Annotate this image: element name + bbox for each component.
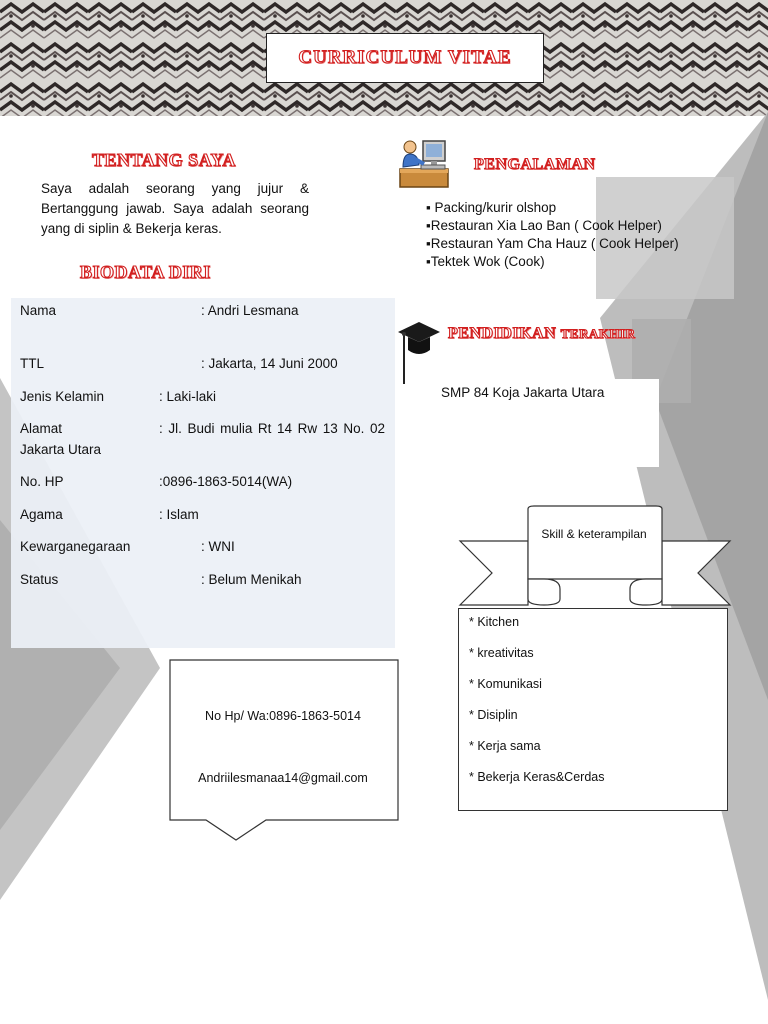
biodata-heading: BIODATA DIRI [80, 262, 211, 282]
bio-label-address: Alamat [20, 421, 63, 436]
skill-item: * Disiplin [469, 708, 518, 722]
computer-worker-icon [397, 135, 451, 191]
bio-value-nama: : Andri Lesmana [201, 303, 299, 318]
contact-email: Andriilesmanaa14@gmail.com [198, 771, 368, 785]
bio-label-status: Status [20, 572, 59, 587]
bio-label-ttl: TTL [20, 356, 45, 371]
title-box [266, 33, 544, 83]
bio-value-citizenship: : WNI [201, 539, 235, 554]
skill-item: * Kerja sama [469, 739, 541, 753]
bio-value-address [159, 421, 385, 436]
experience-item: ▪Tektek Wok (Cook) [426, 254, 545, 269]
about-heading: TENTANG SAYA [92, 150, 236, 170]
education-heading-sub: TERAKHIR [560, 326, 636, 341]
about-text [41, 179, 309, 239]
skills-box [458, 608, 728, 811]
school-name: SMP 84 Koja Jakarta Utara [441, 385, 605, 400]
experience-list [426, 199, 679, 271]
about-line: Bertanggung jawab. Saya adalah seorang [41, 201, 309, 216]
about-line: yang di siplin & Bekerja keras. [41, 221, 222, 236]
bio-value-phone: :0896-1863-5014(WA) [159, 474, 293, 489]
education-box [405, 379, 659, 467]
skill-item: * Kitchen [469, 615, 520, 629]
skill-item: * Bekerja Keras&Cerdas [469, 770, 605, 784]
biodata-panel [11, 298, 395, 648]
experience-item: ▪Restauran Xia Lao Ban ( Cook Helper) [426, 218, 662, 233]
bio-label-gender: Jenis Kelamin [20, 389, 105, 404]
education-heading-main: PENDIDIKAN [448, 325, 557, 342]
bio-value-religion: : Islam [159, 507, 199, 522]
bio-value-ttl: : Jakarta, 14 Juni 2000 [201, 356, 338, 371]
experience-item: ▪Restauran Yam Cha Hauz ( Cook Helper) [426, 236, 679, 251]
contact-callout [168, 658, 400, 842]
skill-item: * Komunikasi [469, 677, 542, 691]
contact-phone: No Hp/ Wa:0896-1863-5014 [205, 709, 361, 723]
graduation-cap-icon [397, 320, 441, 386]
cv-title: CURRICULUM VITAE [298, 47, 512, 68]
skill-banner-label: Skill & keterampilan [541, 527, 647, 541]
bio-label-phone: No. HP [20, 474, 64, 489]
bio-address-continuation: Jakarta Utara [20, 442, 102, 457]
skill-item: * kreativitas [469, 646, 534, 660]
experience-heading: PENGALAMAN [474, 156, 596, 173]
bio-label-religion: Agama [20, 507, 63, 522]
bio-value-status: : Belum Menikah [201, 572, 302, 587]
bio-label-citizenship: Kewarganegaraan [20, 539, 131, 554]
skill-banner-ribbon [458, 505, 732, 609]
about-line: Saya adalah seorang yang jujur & [41, 181, 309, 196]
experience-item: ▪ Packing/kurir olshop [426, 200, 557, 215]
bio-label-nama: Nama [20, 303, 57, 318]
bio-value-gender: : Laki-laki [159, 389, 217, 404]
education-heading [448, 325, 635, 343]
address-text: : Jl. Budi mulia Rt 14 Rw 13 No. 02 [159, 421, 385, 436]
